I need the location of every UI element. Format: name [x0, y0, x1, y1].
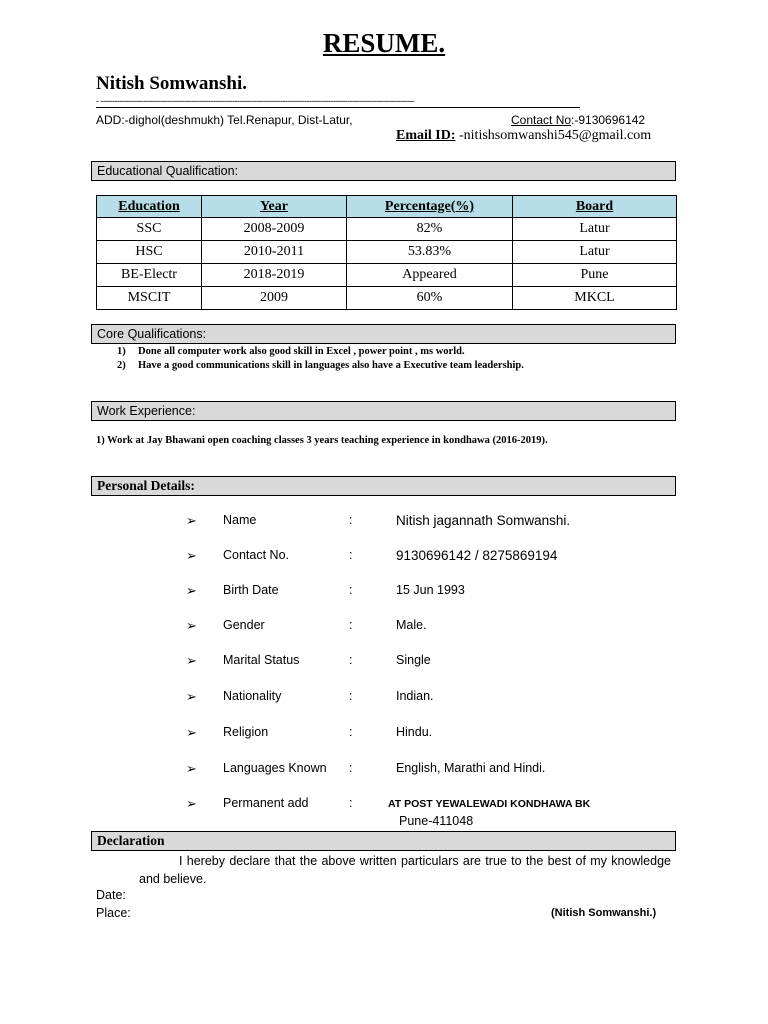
core-item	[117, 346, 465, 357]
address-line: ADD:-dighol(deshmukh) Tel.Renapur, Dist-Latur,	[96, 113, 353, 127]
personal-value: Nitish jagannath Somwanshi.	[396, 513, 571, 528]
core-item	[117, 360, 524, 371]
table-cell: 2008-2009	[202, 218, 347, 241]
table-cell: 2018-2019	[202, 264, 347, 287]
personal-label: Contact No.	[223, 548, 290, 562]
section-personal-heading: Personal Details:	[91, 476, 676, 496]
table-row	[97, 264, 677, 287]
header-year: Year	[202, 196, 347, 218]
personal-row-name	[0, 513, 768, 533]
table-row	[97, 241, 677, 264]
personal-colon: :	[349, 513, 353, 527]
candidate-name: Nitish Somwanshi.	[96, 73, 247, 94]
table-cell: Appeared	[347, 264, 513, 287]
table-cell: 2010-2011	[202, 241, 347, 264]
resume-title: RESUME.	[322, 28, 446, 58]
table-cell: 82%	[347, 218, 513, 241]
arrow-bullet-icon: ➢	[186, 513, 197, 528]
arrow-bullet-icon: ➢	[186, 796, 197, 811]
arrow-bullet-icon: ➢	[186, 653, 197, 668]
personal-value: AT POST YEWALEWADI KONDHAWA BK	[388, 798, 591, 810]
personal-colon: :	[349, 689, 353, 703]
dash-separator: - -----------------------------------------------------------------------------------------------------------------------------------	[96, 96, 415, 106]
personal-label: Gender	[223, 618, 265, 632]
contact-line	[511, 113, 645, 127]
arrow-bullet-icon: ➢	[186, 618, 197, 633]
table-cell: Latur	[513, 241, 677, 264]
table-cell: Latur	[513, 218, 677, 241]
personal-row-permanent-address	[0, 796, 768, 816]
personal-label: Marital Status	[223, 653, 300, 667]
header-percentage: Percentage(%)	[347, 196, 513, 218]
declaration-text: I hereby declare that the above written particulars are true to the best of my knowledge and believe.	[139, 854, 671, 886]
email-label: Email ID:	[396, 128, 456, 143]
table-cell: MKCL	[513, 287, 677, 310]
signature: (Nitish Somwanshi.)	[551, 907, 657, 919]
table-cell: SSC	[97, 218, 202, 241]
table-cell: 53.83%	[347, 241, 513, 264]
arrow-bullet-icon: ➢	[186, 548, 197, 563]
core-item-text: Have a good communications skill in languages also have a Executive team leadership.	[138, 360, 524, 371]
core-item-number: 2)	[117, 360, 126, 371]
section-core-heading: Core Qualifications:	[91, 324, 676, 344]
personal-value: Male.	[396, 618, 427, 632]
header-education: Education	[97, 196, 202, 218]
arrow-bullet-icon: ➢	[186, 761, 197, 776]
work-item: 1) Work at Jay Bhawani open coaching classes 3 years teaching experience in kondhawa (2016-2019).	[96, 435, 548, 446]
section-declaration-heading: Declaration	[91, 831, 676, 851]
core-item-number: 1)	[117, 346, 126, 357]
section-education-heading: Educational Qualification:	[91, 161, 676, 181]
personal-colon: :	[349, 618, 353, 632]
personal-colon: :	[349, 761, 353, 775]
table-cell: 60%	[347, 287, 513, 310]
contact-value: :-9130696142	[571, 113, 646, 127]
personal-row-birth-date	[0, 583, 768, 603]
table-cell: HSC	[97, 241, 202, 264]
header-board: Board	[513, 196, 677, 218]
table-cell: MSCIT	[97, 287, 202, 310]
personal-value: 9130696142 / 8275869194	[396, 548, 558, 563]
personal-row-religion	[0, 725, 768, 745]
personal-label: Religion	[223, 725, 269, 739]
personal-row-marital-status	[0, 653, 768, 673]
personal-value: English, Marathi and Hindi.	[396, 761, 546, 775]
personal-colon: :	[349, 725, 353, 739]
arrow-bullet-icon: ➢	[186, 583, 197, 598]
email-line	[396, 128, 651, 144]
table-cell: 2009	[202, 287, 347, 310]
section-work-heading: Work Experience:	[91, 401, 676, 421]
personal-label: Nationality	[223, 689, 282, 703]
personal-colon: :	[349, 796, 353, 810]
personal-value: Hindu.	[396, 725, 433, 739]
personal-colon: :	[349, 583, 353, 597]
education-table	[96, 195, 677, 310]
personal-label: Languages Known	[223, 761, 327, 775]
personal-row-languages	[0, 761, 768, 781]
personal-value: 15 Jun 1993	[396, 583, 465, 597]
place-label: Place:	[96, 906, 131, 920]
personal-label: Birth Date	[223, 583, 279, 597]
personal-colon: :	[349, 653, 353, 667]
core-item-text: Done all computer work also good skill in Excel , power point , ms world.	[138, 346, 465, 357]
arrow-bullet-icon: ➢	[186, 689, 197, 704]
date-label: Date:	[96, 888, 126, 902]
personal-label: Name	[223, 513, 257, 527]
personal-colon: :	[349, 548, 353, 562]
address-line-2: Pune-411048	[399, 814, 474, 828]
personal-value: Single	[396, 653, 431, 667]
table-row	[97, 218, 677, 241]
email-value: -nitishsomwanshi545@gmail.com	[455, 128, 652, 143]
table-cell: Pune	[513, 264, 677, 287]
personal-row-nationality	[0, 689, 768, 709]
arrow-bullet-icon: ➢	[186, 725, 197, 740]
table-row	[97, 287, 677, 310]
table-cell: BE-Electr	[97, 264, 202, 287]
personal-label: Permanent add	[223, 796, 309, 810]
education-table-header	[97, 196, 677, 218]
contact-label: Contact No	[511, 113, 572, 127]
personal-row-contact	[0, 548, 768, 568]
personal-value: Indian.	[396, 689, 434, 703]
personal-row-gender	[0, 618, 768, 638]
header-rule	[96, 107, 580, 108]
